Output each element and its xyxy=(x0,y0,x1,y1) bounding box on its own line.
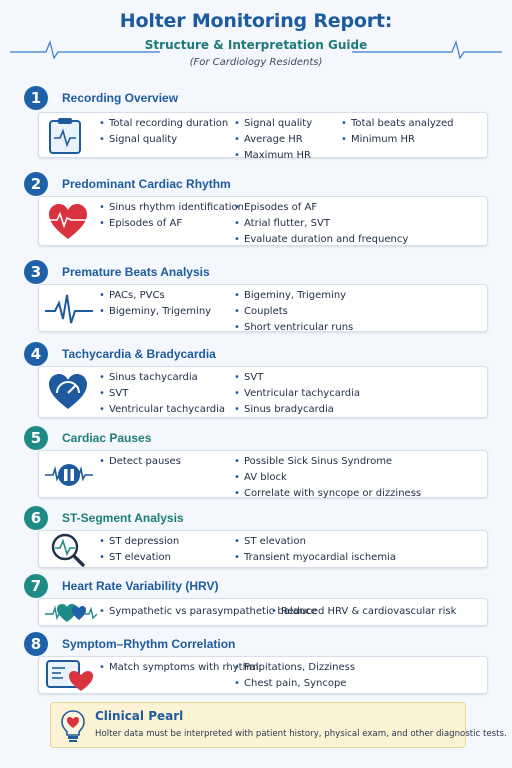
lightbulb-heart-icon xyxy=(59,709,87,743)
pearl-title: Clinical Pearl xyxy=(95,709,184,723)
section-tachy-brady xyxy=(24,342,490,420)
bullet-item: • Episodes of AF xyxy=(234,200,408,216)
bullet-item: • Total beats analyzed xyxy=(341,116,454,132)
bullet-item: • ST elevation xyxy=(99,550,179,566)
page-subtitle: Structure & Interpretation Guide xyxy=(144,38,368,52)
bullet-item: • Signal quality xyxy=(234,116,312,132)
heart-speedometer-icon xyxy=(45,371,91,413)
bullet-item: • Maximum HR xyxy=(234,148,312,164)
bullet-item: • AV block xyxy=(234,470,421,486)
section-card xyxy=(38,284,488,332)
bullet-column-1 xyxy=(99,200,244,232)
section-number: 4 xyxy=(24,342,48,366)
bullet-item: • SVT xyxy=(234,370,360,386)
hearts-ecg-icon xyxy=(45,600,97,626)
bullet-item: • Average HR xyxy=(234,132,312,148)
pearl-text: Holter data must be interpreted with patient history, physical exam, and other diagnostic tests. xyxy=(95,729,507,739)
bullet-item: • Sinus tachycardia xyxy=(99,370,225,386)
bullet-column-2 xyxy=(234,116,312,164)
bullet-item: • ST depression xyxy=(99,534,179,550)
bullet-item: • Couplets xyxy=(234,304,353,320)
section-symptom-correlation xyxy=(24,632,490,698)
section-title: Symptom–Rhythm Correlation xyxy=(62,637,236,651)
section-recording-overview xyxy=(24,86,490,160)
bullet-column-3 xyxy=(341,116,454,148)
section-title: Tachycardia & Bradycardia xyxy=(62,347,216,361)
section-number: 6 xyxy=(24,506,48,530)
bullet-item: • Minimum HR xyxy=(341,132,454,148)
bullet-column-1 xyxy=(99,116,228,148)
section-title: ST-Segment Analysis xyxy=(62,511,184,525)
section-number: 2 xyxy=(24,172,48,196)
section-card xyxy=(38,530,488,568)
bullet-item: • Detect pauses xyxy=(99,454,181,470)
clinical-pearl-box xyxy=(50,702,507,748)
bullet-column-2 xyxy=(234,200,408,248)
section-number: 3 xyxy=(24,260,48,284)
bullet-item: • Episodes of AF xyxy=(99,216,244,232)
magnifier-ecg-icon xyxy=(45,531,93,569)
section-number: 1 xyxy=(24,86,48,110)
bullet-column-2 xyxy=(234,534,396,566)
bullet-item: • ST elevation xyxy=(234,534,396,550)
bullet-item: • Correlate with syncope or dizziness xyxy=(234,486,421,502)
section-number: 8 xyxy=(24,632,48,656)
section-card xyxy=(38,366,488,418)
bullet-item: • Signal quality xyxy=(99,132,228,148)
bullet-item: • Bigeminy, Trigeminy xyxy=(99,304,211,320)
bullet-column-2 xyxy=(234,288,353,336)
bullet-item: • Evaluate duration and frequency xyxy=(234,232,408,248)
bullet-item: • Ventricular tachycardia xyxy=(99,402,225,418)
bullet-item: • PACs, PVCs xyxy=(99,288,211,304)
section-title: Heart Rate Variability (HRV) xyxy=(62,579,219,593)
section-number: 5 xyxy=(24,426,48,450)
bullet-item: • Bigeminy, Trigeminy xyxy=(234,288,353,304)
section-st-segment xyxy=(24,506,490,570)
bullet-item: • Ventricular tachycardia xyxy=(234,386,360,402)
bullet-column-2 xyxy=(234,370,360,418)
bullet-item: • Short ventricular runs xyxy=(234,320,353,336)
bullet-item: • Match symptoms with rhythm: xyxy=(99,660,262,676)
bullet-item: • Sinus bradycardia xyxy=(234,402,360,418)
bullet-item: • Possible Sick Sinus Syndrome xyxy=(234,454,421,470)
section-card xyxy=(38,598,488,626)
ecg-waveform-icon xyxy=(45,289,93,329)
section-card xyxy=(38,196,488,246)
ecg-line-right-icon xyxy=(352,38,502,60)
page-title: Holter Monitoring Report: xyxy=(119,10,393,32)
bullet-column-1 xyxy=(99,454,181,470)
section-premature-beats xyxy=(24,260,490,336)
section-title: Predominant Cardiac Rhythm xyxy=(62,177,231,191)
bullet-item: • Palpitations, Dizziness xyxy=(234,660,355,676)
heart-icon xyxy=(45,201,91,243)
bullet-item: • Sympathetic vs parasympathetic balance xyxy=(99,604,317,620)
audience-note: (For Cardiology Residents) xyxy=(189,57,323,68)
bullet-column-1 xyxy=(99,288,211,320)
section-hrv xyxy=(24,574,490,630)
bullet-item: • Sinus rhythm identification xyxy=(99,200,244,216)
section-card xyxy=(38,450,488,498)
ecg-line-left-icon xyxy=(10,38,160,60)
section-predominant-rhythm xyxy=(24,172,490,250)
bullet-column-2 xyxy=(234,454,421,502)
section-title: Premature Beats Analysis xyxy=(62,265,210,279)
section-title: Cardiac Pauses xyxy=(62,431,152,445)
bullet-item: • Total recording duration xyxy=(99,116,228,132)
bullet-item: • Reduced HRV & cardiovascular risk xyxy=(271,604,456,620)
bullet-item: • SVT xyxy=(99,386,225,402)
section-number: 7 xyxy=(24,574,48,598)
bullet-column-2 xyxy=(234,660,355,692)
section-title: Recording Overview xyxy=(62,91,179,105)
section-card xyxy=(38,112,488,161)
bullet-item: • Atrial flutter, SVT xyxy=(234,216,408,232)
section-card xyxy=(38,656,488,694)
pause-ecg-icon xyxy=(45,455,93,495)
report-header xyxy=(0,8,512,78)
bullet-column-2 xyxy=(271,604,456,620)
bullet-column-1 xyxy=(99,370,225,418)
monitor-heart-icon xyxy=(45,658,93,694)
bullet-item: • Transient myocardial ischemia xyxy=(234,550,396,566)
section-cardiac-pauses xyxy=(24,426,490,504)
bullet-item: • Chest pain, Syncope xyxy=(234,676,355,692)
bullet-column-1 xyxy=(99,534,179,566)
clipboard-ecg-icon xyxy=(45,117,89,155)
